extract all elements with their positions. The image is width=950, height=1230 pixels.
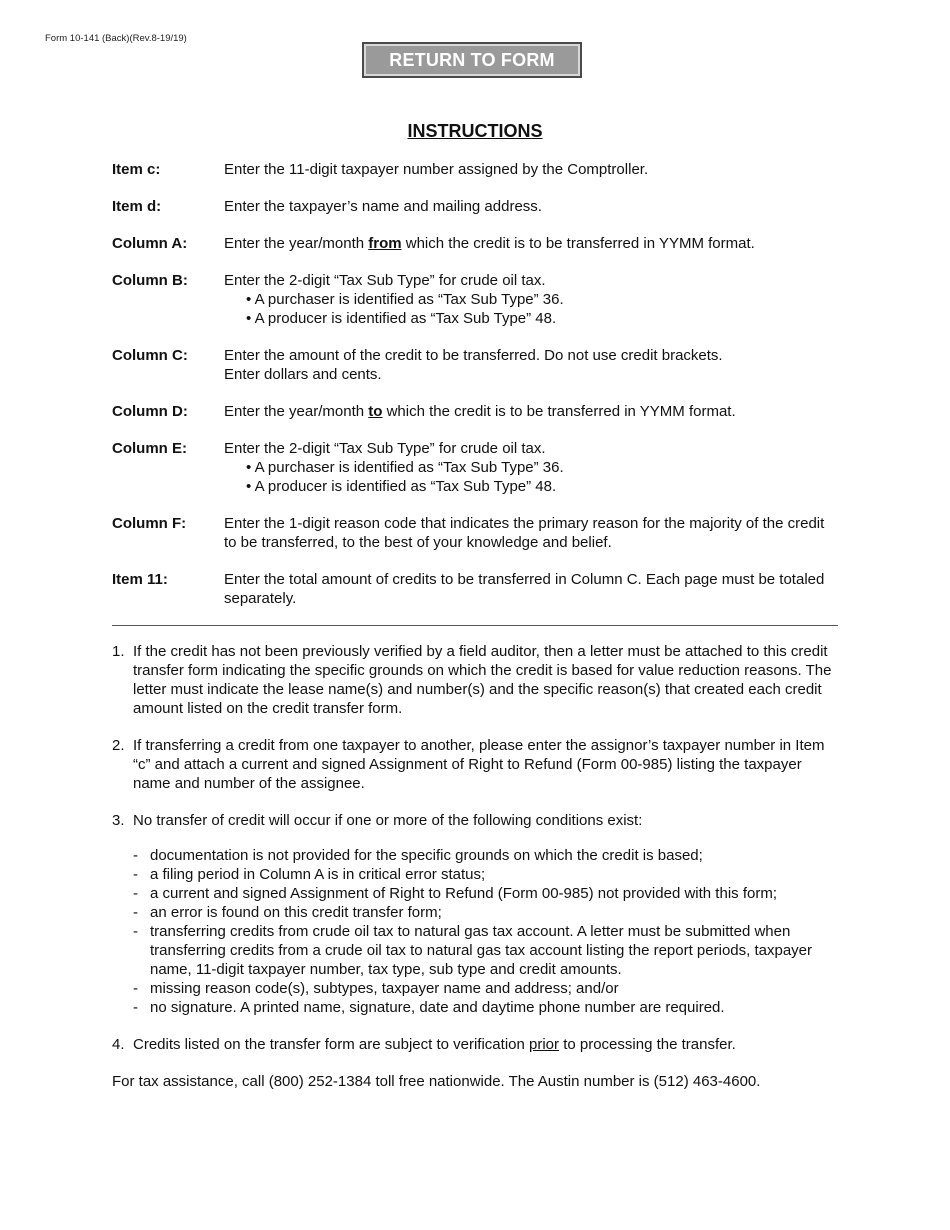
page-title: INSTRUCTIONS bbox=[407, 121, 543, 141]
condition-item bbox=[133, 922, 832, 979]
column-d bbox=[112, 402, 832, 421]
item-text: Enter the 11-digit taxpayer number assigned by the Comptroller. bbox=[224, 161, 649, 178]
condition-text: no signature. A printed name, signature, date and daytime phone number are required. bbox=[150, 999, 725, 1016]
emphasis-from: from bbox=[368, 235, 402, 252]
note-text: No transfer of credit will occur if one or more of the following conditions exist: bbox=[133, 812, 643, 829]
bullet-purchaser: • A purchaser is identified as “Tax Sub Type” 36. bbox=[246, 459, 564, 476]
item-text: Enter the total amount of credits to be transferred in Column C. Each page must be totaled separately. bbox=[224, 571, 825, 607]
condition-dash: - bbox=[133, 904, 138, 921]
bullet-producer: • A producer is identified as “Tax Sub Type” 48. bbox=[246, 478, 557, 495]
item-text: Enter the 1-digit reason code that indicates the primary reason for the majority of the credit to be transferred, to the best of your knowledge and belief. bbox=[224, 515, 825, 551]
item-line: Enter the 2-digit “Tax Sub Type” for crude oil tax. bbox=[224, 440, 546, 457]
bullet-producer: • A producer is identified as “Tax Sub Type” 48. bbox=[246, 310, 557, 327]
condition-text: documentation is not provided for the specific grounds on which the credit is based; bbox=[150, 847, 703, 864]
item-label: Column B: bbox=[112, 272, 188, 289]
note-text: If the credit has not been previously verified by a field auditor, then a letter must be attached to this credit transfer form indicating the specific grounds on which the credit is based for value reduction reasons. The letter must indicate the lease name(s) and number(s) and the specific reason(s) that created each credit amount listed on the credit transfer form. bbox=[133, 643, 832, 717]
condition-text: a filing period in Column A is in critical error status; bbox=[150, 866, 486, 883]
item-label: Column E: bbox=[112, 440, 187, 457]
tax-assistance-line: For tax assistance, call (800) 252-1384 toll free nationwide. The Austin number is (512) 463-4600. bbox=[112, 1073, 761, 1090]
column-e bbox=[112, 439, 832, 496]
item-text bbox=[224, 402, 832, 421]
item-label: Item d: bbox=[112, 198, 162, 215]
item-11 bbox=[112, 570, 832, 608]
note-text-pre: Credits listed on the transfer form are subject to verification bbox=[133, 1036, 530, 1053]
bullet-purchaser: • A purchaser is identified as “Tax Sub Type” 36. bbox=[246, 291, 564, 308]
item-text-pre: Enter the year/month bbox=[224, 235, 369, 252]
item-line: Enter the 2-digit “Tax Sub Type” for crude oil tax. bbox=[224, 272, 546, 289]
conditions-list bbox=[112, 846, 832, 1017]
item-label: Column C: bbox=[112, 347, 188, 364]
item-label: Column F: bbox=[112, 515, 187, 532]
column-a bbox=[112, 234, 832, 253]
condition-text: a current and signed Assignment of Right to Refund (Form 00-985) not provided with this form; bbox=[150, 885, 777, 902]
item-text-post: which the credit is to be transferred in YYMM format. bbox=[382, 403, 736, 420]
item-label: Column A: bbox=[112, 235, 188, 252]
condition-text: missing reason code(s), subtypes, taxpayer name and address; and/or bbox=[150, 980, 619, 997]
note-3 bbox=[112, 811, 832, 830]
instruction-items bbox=[112, 160, 832, 626]
condition-dash: - bbox=[133, 980, 138, 997]
item-text: Enter the taxpayer’s name and mailing address. bbox=[224, 198, 542, 215]
note-text-post: to processing the transfer. bbox=[559, 1036, 736, 1053]
item-label: Item 11: bbox=[112, 571, 168, 588]
condition-item bbox=[133, 865, 832, 884]
section-divider bbox=[112, 625, 838, 626]
item-c bbox=[112, 160, 832, 179]
column-f bbox=[112, 514, 832, 552]
item-line: Enter the amount of the credit to be transferred. Do not use credit brackets. bbox=[224, 347, 723, 364]
note-2 bbox=[112, 736, 832, 793]
condition-item bbox=[133, 884, 832, 903]
condition-text: an error is found on this credit transfer form; bbox=[150, 904, 442, 921]
note-4 bbox=[112, 1035, 832, 1054]
note-1 bbox=[112, 642, 832, 718]
note-number: 3. bbox=[112, 812, 125, 829]
item-text bbox=[224, 234, 832, 253]
item-text bbox=[224, 439, 832, 496]
notes-list bbox=[112, 642, 832, 1091]
item-text bbox=[224, 346, 832, 384]
item-text-pre: Enter the year/month bbox=[224, 403, 369, 420]
item-label: Column D: bbox=[112, 403, 188, 420]
note-number: 1. bbox=[112, 643, 125, 660]
condition-item bbox=[133, 903, 832, 922]
condition-item bbox=[133, 846, 832, 865]
emphasis-prior: prior bbox=[529, 1036, 560, 1053]
note-number: 2. bbox=[112, 737, 125, 754]
item-label: Item c: bbox=[112, 161, 161, 178]
emphasis-to: to bbox=[368, 403, 383, 420]
condition-item bbox=[133, 998, 832, 1017]
return-to-form-button[interactable]: RETURN TO FORM bbox=[362, 42, 582, 78]
condition-dash: - bbox=[133, 847, 138, 864]
column-c bbox=[112, 346, 832, 384]
form-id: Form 10-141 (Back)(Rev.8-19/19) bbox=[45, 33, 187, 44]
item-text bbox=[224, 271, 832, 328]
item-text-post: which the credit is to be transferred in YYMM format. bbox=[401, 235, 755, 252]
item-d bbox=[112, 197, 832, 216]
condition-dash: - bbox=[133, 999, 138, 1016]
condition-item bbox=[133, 979, 832, 998]
note-number: 4. bbox=[112, 1036, 125, 1053]
column-b bbox=[112, 271, 832, 328]
condition-text: transferring credits from crude oil tax to natural gas tax account. A letter must be submitted when transferring credits from a crude oil tax to natural gas tax account listing the report periods, taxpayer name, 11-digit taxpayer number, tax type, sub type and credit amounts. bbox=[150, 923, 812, 978]
condition-dash: - bbox=[133, 885, 138, 902]
condition-dash: - bbox=[133, 923, 138, 940]
item-line: Enter dollars and cents. bbox=[224, 366, 382, 383]
note-text bbox=[133, 1035, 832, 1054]
condition-dash: - bbox=[133, 866, 138, 883]
note-text: If transferring a credit from one taxpayer to another, please enter the assignor’s taxpayer number in Item “c” and attach a current and signed Assignment of Right to Refund (Form 00-985) listing the taxpayer name and number of the assignee. bbox=[133, 737, 825, 792]
